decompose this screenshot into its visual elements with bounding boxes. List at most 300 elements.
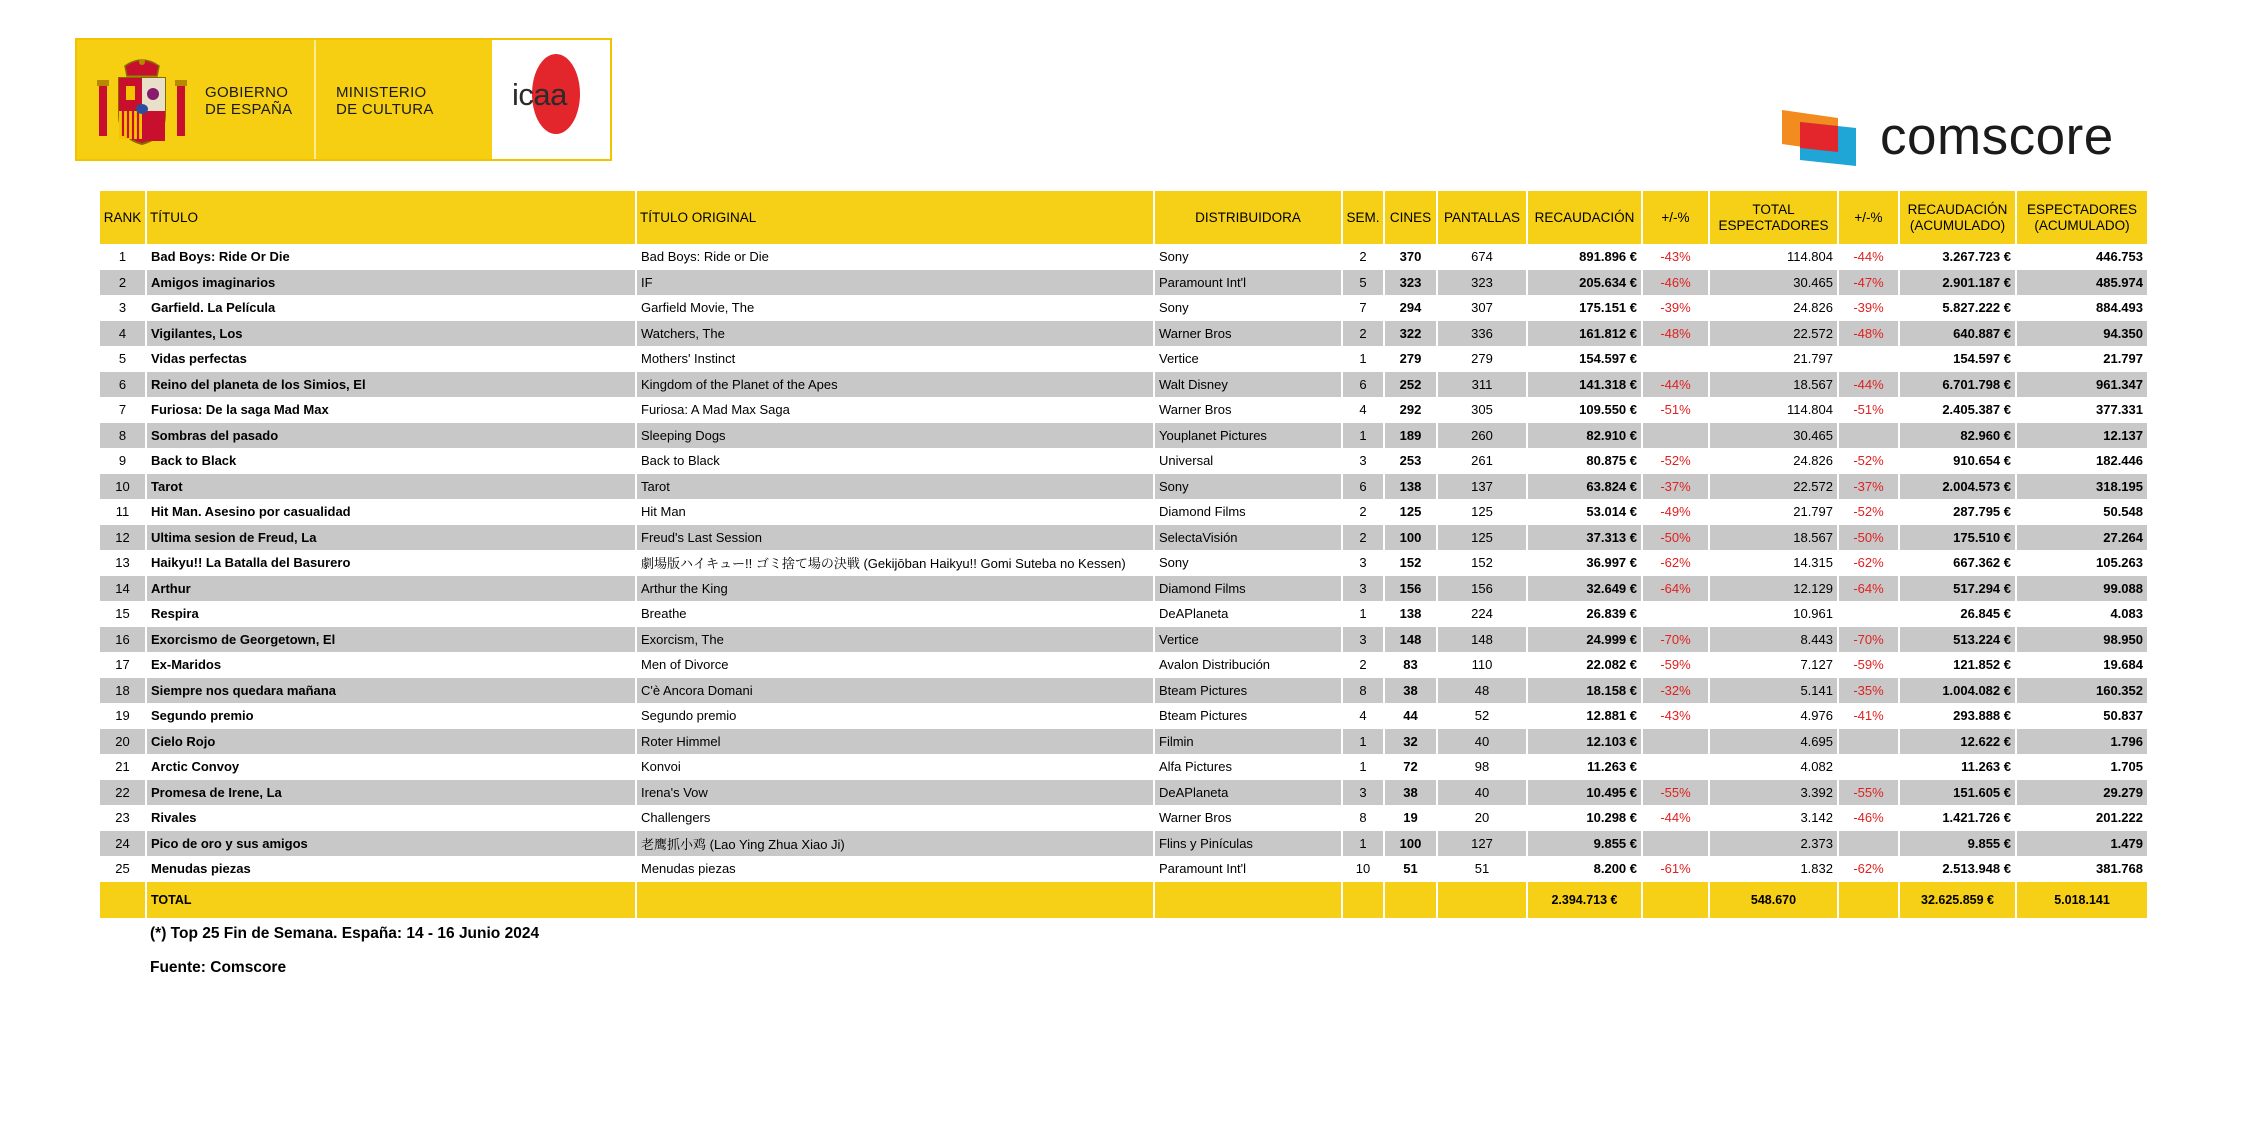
ministerio-label: MINISTERIO DE CULTURA [336, 84, 434, 118]
recaudacion-cell: 9.855 € [1527, 831, 1642, 857]
col-header-titulo-original: TÍTULO ORIGINAL [636, 191, 1154, 244]
distribuidora-cell: Sony [1154, 474, 1342, 500]
pantallas-cell: 127 [1437, 831, 1527, 857]
pantallas-cell: 125 [1437, 499, 1527, 525]
titulo-cell: Exorcismo de Georgetown, El [146, 627, 636, 653]
titulo-cell: Menudas piezas [146, 856, 636, 882]
distribuidora-cell: Sony [1154, 295, 1342, 321]
total-espectadores-cell: 8.443 [1709, 627, 1838, 653]
cines-cell: 138 [1384, 474, 1437, 500]
titulo-original-cell: Garfield Movie, The [636, 295, 1154, 321]
variacion-espectadores-cell [1838, 423, 1899, 449]
total-recaudacion: 2.394.713 € [1527, 882, 1642, 918]
total-espectadores-cell: 114.804 [1709, 244, 1838, 270]
variacion-recaudacion-cell: -48% [1642, 321, 1709, 347]
table-row [100, 652, 2148, 678]
recaudacion-acumulado-cell: 2.901.187 € [1899, 270, 2016, 296]
titulo-original-cell: Watchers, The [636, 321, 1154, 347]
col-header-distribuidora: DISTRIBUIDORA [1154, 191, 1342, 244]
recaudacion-cell: 161.812 € [1527, 321, 1642, 347]
titulo-original-cell: Breathe [636, 601, 1154, 627]
titulo-original-cell: IF [636, 270, 1154, 296]
variacion-espectadores-cell: -70% [1838, 627, 1899, 653]
variacion-recaudacion-cell: -59% [1642, 652, 1709, 678]
titulo-original-cell: Challengers [636, 805, 1154, 831]
total-espectadores-cell: 24.826 [1709, 448, 1838, 474]
semana-cell: 6 [1342, 372, 1384, 398]
cines-cell: 44 [1384, 703, 1437, 729]
semana-cell: 5 [1342, 270, 1384, 296]
total-espectadores-cell: 4.695 [1709, 729, 1838, 755]
rank-cell: 7 [100, 397, 146, 423]
espectadores-acumulado-cell: 318.195 [2016, 474, 2148, 500]
distribuidora-cell: DeAPlaneta [1154, 601, 1342, 627]
titulo-cell: Ultima sesion de Freud, La [146, 525, 636, 551]
titulo-cell: Arthur [146, 576, 636, 602]
titulo-original-cell: Back to Black [636, 448, 1154, 474]
recaudacion-acumulado-cell: 121.852 € [1899, 652, 2016, 678]
rank-cell: 19 [100, 703, 146, 729]
col-header-total-espectadores: TOTAL ESPECTADORES [1709, 191, 1838, 244]
recaudacion-cell: 24.999 € [1527, 627, 1642, 653]
total-espectadores-cell: 1.832 [1709, 856, 1838, 882]
distribuidora-cell: Walt Disney [1154, 372, 1342, 398]
distribuidora-cell: Bteam Pictures [1154, 703, 1342, 729]
variacion-espectadores-cell [1838, 754, 1899, 780]
col-header-var2: +/-% [1838, 191, 1899, 244]
titulo-original-cell: Arthur the King [636, 576, 1154, 602]
total-blank [1642, 882, 1709, 918]
titulo-original-cell: Furiosa: A Mad Max Saga [636, 397, 1154, 423]
total-blank [100, 882, 146, 918]
cines-cell: 83 [1384, 652, 1437, 678]
recaudacion-cell: 109.550 € [1527, 397, 1642, 423]
recaudacion-acumulado-cell: 293.888 € [1899, 703, 2016, 729]
distribuidora-cell: SelectaVisión [1154, 525, 1342, 551]
titulo-original-cell: Menudas piezas [636, 856, 1154, 882]
variacion-recaudacion-cell: -46% [1642, 270, 1709, 296]
total-blank [1437, 882, 1527, 918]
col-header-titulo: TÍTULO [146, 191, 636, 244]
variacion-espectadores-cell: -46% [1838, 805, 1899, 831]
variacion-recaudacion-cell: -70% [1642, 627, 1709, 653]
table-row [100, 397, 2148, 423]
pantallas-cell: 156 [1437, 576, 1527, 602]
titulo-original-cell: Men of Divorce [636, 652, 1154, 678]
espectadores-acumulado-cell: 29.279 [2016, 780, 2148, 806]
table-row [100, 372, 2148, 398]
titulo-cell: Promesa de Irene, La [146, 780, 636, 806]
titulo-cell: Cielo Rojo [146, 729, 636, 755]
rank-cell: 17 [100, 652, 146, 678]
variacion-espectadores-cell: -44% [1838, 372, 1899, 398]
titulo-original-cell: Tarot [636, 474, 1154, 500]
total-espectadores-cell: 21.797 [1709, 346, 1838, 372]
rank-cell: 18 [100, 678, 146, 704]
semana-cell: 6 [1342, 474, 1384, 500]
cines-cell: 72 [1384, 754, 1437, 780]
total-espectadores-cell: 22.572 [1709, 321, 1838, 347]
recaudacion-acumulado-cell: 11.263 € [1899, 754, 2016, 780]
variacion-recaudacion-cell [1642, 601, 1709, 627]
total-espectadores-cell: 30.465 [1709, 423, 1838, 449]
rank-cell: 25 [100, 856, 146, 882]
pantallas-cell: 674 [1437, 244, 1527, 270]
distribuidora-cell: Universal [1154, 448, 1342, 474]
titulo-original-cell: Segundo premio [636, 703, 1154, 729]
gobierno-label: GOBIERNO DE ESPAÑA [205, 84, 293, 118]
cines-cell: 148 [1384, 627, 1437, 653]
rank-cell: 5 [100, 346, 146, 372]
cines-cell: 252 [1384, 372, 1437, 398]
cines-cell: 38 [1384, 678, 1437, 704]
semana-cell: 2 [1342, 499, 1384, 525]
distribuidora-cell: Sony [1154, 244, 1342, 270]
variacion-espectadores-cell: -44% [1838, 244, 1899, 270]
rank-cell: 22 [100, 780, 146, 806]
titulo-cell: Hit Man. Asesino por casualidad [146, 499, 636, 525]
total-blank [1342, 882, 1384, 918]
variacion-recaudacion-cell: -39% [1642, 295, 1709, 321]
recaudacion-cell: 26.839 € [1527, 601, 1642, 627]
pantallas-cell: 20 [1437, 805, 1527, 831]
recaudacion-cell: 18.158 € [1527, 678, 1642, 704]
total-espectadores-cell: 18.567 [1709, 372, 1838, 398]
total-espectadores-cell: 10.961 [1709, 601, 1838, 627]
variacion-recaudacion-cell [1642, 754, 1709, 780]
semana-cell: 4 [1342, 703, 1384, 729]
variacion-espectadores-cell: -52% [1838, 448, 1899, 474]
comscore-shape-icon [1780, 108, 1858, 168]
rank-cell: 11 [100, 499, 146, 525]
titulo-cell: Vigilantes, Los [146, 321, 636, 347]
rank-cell: 3 [100, 295, 146, 321]
rank-cell: 9 [100, 448, 146, 474]
titulo-original-cell: Sleeping Dogs [636, 423, 1154, 449]
rank-cell: 2 [100, 270, 146, 296]
table-row [100, 321, 2148, 347]
total-espectadores-cell: 24.826 [1709, 295, 1838, 321]
variacion-recaudacion-cell: -49% [1642, 499, 1709, 525]
espectadores-acumulado-cell: 381.768 [2016, 856, 2148, 882]
semana-cell: 2 [1342, 321, 1384, 347]
pantallas-cell: 305 [1437, 397, 1527, 423]
recaudacion-acumulado-cell: 26.845 € [1899, 601, 2016, 627]
total-label: TOTAL [146, 882, 636, 918]
recaudacion-cell: 154.597 € [1527, 346, 1642, 372]
variacion-espectadores-cell [1838, 601, 1899, 627]
semana-cell: 1 [1342, 423, 1384, 449]
variacion-recaudacion-cell: -32% [1642, 678, 1709, 704]
total-espectadores-cell: 4.976 [1709, 703, 1838, 729]
recaudacion-cell: 22.082 € [1527, 652, 1642, 678]
semana-cell: 1 [1342, 754, 1384, 780]
recaudacion-cell: 891.896 € [1527, 244, 1642, 270]
cines-cell: 38 [1384, 780, 1437, 806]
espectadores-acumulado-cell: 12.137 [2016, 423, 2148, 449]
distribuidora-cell: Warner Bros [1154, 805, 1342, 831]
recaudacion-acumulado-cell: 2.405.387 € [1899, 397, 2016, 423]
variacion-recaudacion-cell: -61% [1642, 856, 1709, 882]
pantallas-cell: 40 [1437, 780, 1527, 806]
titulo-original-cell: 老鹰抓小鸡 (Lao Ying Zhua Xiao Ji) [636, 831, 1154, 857]
pantallas-cell: 137 [1437, 474, 1527, 500]
cines-cell: 19 [1384, 805, 1437, 831]
col-header-recaudacion: RECAUDACIÓN [1527, 191, 1642, 244]
titulo-cell: Segundo premio [146, 703, 636, 729]
titulo-original-cell: Mothers' Instinct [636, 346, 1154, 372]
semana-cell: 1 [1342, 729, 1384, 755]
total-espectadores-cell: 14.315 [1709, 550, 1838, 576]
pantallas-cell: 311 [1437, 372, 1527, 398]
recaudacion-cell: 80.875 € [1527, 448, 1642, 474]
cines-cell: 322 [1384, 321, 1437, 347]
titulo-original-cell: Exorcism, The [636, 627, 1154, 653]
source-note: Fuente: Comscore [150, 959, 287, 976]
espectadores-acumulado-cell: 21.797 [2016, 346, 2148, 372]
cines-cell: 138 [1384, 601, 1437, 627]
variacion-recaudacion-cell: -43% [1642, 244, 1709, 270]
table-row [100, 525, 2148, 551]
semana-cell: 8 [1342, 678, 1384, 704]
titulo-original-cell: 劇場版ハイキュー!! ゴミ捨て場の決戦 (Gekijōban Haikyu!! Gomi Suteba no Kessen) [636, 550, 1154, 576]
titulo-cell: Haikyu!! La Batalla del Basurero [146, 550, 636, 576]
table-row [100, 270, 2148, 296]
pantallas-cell: 52 [1437, 703, 1527, 729]
cines-cell: 152 [1384, 550, 1437, 576]
titulo-cell: Furiosa: De la saga Mad Max [146, 397, 636, 423]
distribuidora-cell: Paramount Int'l [1154, 270, 1342, 296]
espectadores-acumulado-cell: 1.796 [2016, 729, 2148, 755]
distribuidora-cell: Warner Bros [1154, 321, 1342, 347]
espectadores-acumulado-cell: 99.088 [2016, 576, 2148, 602]
titulo-original-cell: Hit Man [636, 499, 1154, 525]
titulo-cell: Vidas perfectas [146, 346, 636, 372]
semana-cell: 1 [1342, 346, 1384, 372]
table-row [100, 576, 2148, 602]
recaudacion-acumulado-cell: 3.267.723 € [1899, 244, 2016, 270]
recaudacion-cell: 8.200 € [1527, 856, 1642, 882]
pantallas-cell: 110 [1437, 652, 1527, 678]
table-row [100, 831, 2148, 857]
table-row [100, 678, 2148, 704]
espectadores-acumulado-cell: 1.479 [2016, 831, 2148, 857]
pantallas-cell: 98 [1437, 754, 1527, 780]
variacion-recaudacion-cell [1642, 423, 1709, 449]
pantallas-cell: 336 [1437, 321, 1527, 347]
semana-cell: 3 [1342, 448, 1384, 474]
distribuidora-cell: Sony [1154, 550, 1342, 576]
espectadores-acumulado-cell: 105.263 [2016, 550, 2148, 576]
rank-cell: 24 [100, 831, 146, 857]
distribuidora-cell: Vertice [1154, 346, 1342, 372]
cines-cell: 370 [1384, 244, 1437, 270]
col-header-pantallas: PANTALLAS [1437, 191, 1527, 244]
table-row [100, 499, 2148, 525]
rank-cell: 15 [100, 601, 146, 627]
titulo-cell: Reino del planeta de los Simios, El [146, 372, 636, 398]
recaudacion-acumulado-cell: 2.004.573 € [1899, 474, 2016, 500]
variacion-recaudacion-cell: -55% [1642, 780, 1709, 806]
pantallas-cell: 224 [1437, 601, 1527, 627]
distribuidora-cell: Filmin [1154, 729, 1342, 755]
titulo-cell: Rivales [146, 805, 636, 831]
espectadores-acumulado-cell: 446.753 [2016, 244, 2148, 270]
distribuidora-cell: Warner Bros [1154, 397, 1342, 423]
titulo-cell: Garfield. La Película [146, 295, 636, 321]
semana-cell: 3 [1342, 780, 1384, 806]
total-espectadores-cell: 2.373 [1709, 831, 1838, 857]
cines-cell: 189 [1384, 423, 1437, 449]
icaa-logo: icaa [492, 40, 610, 159]
total-espectadores-cell: 30.465 [1709, 270, 1838, 296]
rank-cell: 4 [100, 321, 146, 347]
distribuidora-cell: Paramount Int'l [1154, 856, 1342, 882]
espectadores-acumulado-cell: 4.083 [2016, 601, 2148, 627]
pantallas-cell: 307 [1437, 295, 1527, 321]
total-espectadores: 548.670 [1709, 882, 1838, 918]
titulo-original-cell: Konvoi [636, 754, 1154, 780]
titulo-cell: Arctic Convoy [146, 754, 636, 780]
semana-cell: 3 [1342, 627, 1384, 653]
total-espectadores-cell: 22.572 [1709, 474, 1838, 500]
total-espectadores-cell: 3.392 [1709, 780, 1838, 806]
cines-cell: 125 [1384, 499, 1437, 525]
variacion-espectadores-cell: -35% [1838, 678, 1899, 704]
variacion-recaudacion-cell: -50% [1642, 525, 1709, 551]
variacion-recaudacion-cell: -44% [1642, 372, 1709, 398]
variacion-recaudacion-cell: -51% [1642, 397, 1709, 423]
cines-cell: 253 [1384, 448, 1437, 474]
distribuidora-cell: Youplanet Pictures [1154, 423, 1342, 449]
table-row [100, 627, 2148, 653]
semana-cell: 1 [1342, 601, 1384, 627]
total-blank [1154, 882, 1342, 918]
col-header-cines: CINES [1384, 191, 1437, 244]
semana-cell: 3 [1342, 550, 1384, 576]
rank-cell: 1 [100, 244, 146, 270]
spain-coat-of-arms-icon [95, 54, 189, 148]
cines-cell: 51 [1384, 856, 1437, 882]
titulo-cell: Siempre nos quedara mañana [146, 678, 636, 704]
table-row [100, 754, 2148, 780]
cines-cell: 279 [1384, 346, 1437, 372]
espectadores-acumulado-cell: 884.493 [2016, 295, 2148, 321]
col-header-rank: RANK [100, 191, 146, 244]
table-row [100, 703, 2148, 729]
distribuidora-cell: Flins y Pinículas [1154, 831, 1342, 857]
pantallas-cell: 40 [1437, 729, 1527, 755]
recaudacion-acumulado-cell: 1.004.082 € [1899, 678, 2016, 704]
total-blank [1838, 882, 1899, 918]
distribuidora-cell: Diamond Films [1154, 499, 1342, 525]
variacion-recaudacion-cell [1642, 831, 1709, 857]
espectadores-acumulado-cell: 160.352 [2016, 678, 2148, 704]
variacion-recaudacion-cell: -37% [1642, 474, 1709, 500]
comscore-logo: comscore [1780, 108, 2170, 168]
variacion-espectadores-cell: -37% [1838, 474, 1899, 500]
recaudacion-acumulado-cell: 513.224 € [1899, 627, 2016, 653]
rank-cell: 16 [100, 627, 146, 653]
variacion-espectadores-cell: -41% [1838, 703, 1899, 729]
table-row [100, 780, 2148, 806]
recaudacion-cell: 12.103 € [1527, 729, 1642, 755]
variacion-espectadores-cell: -50% [1838, 525, 1899, 551]
table-row [100, 550, 2148, 576]
rank-cell: 23 [100, 805, 146, 831]
variacion-espectadores-cell: -51% [1838, 397, 1899, 423]
espectadores-acumulado-cell: 98.950 [2016, 627, 2148, 653]
table-row [100, 729, 2148, 755]
pantallas-cell: 152 [1437, 550, 1527, 576]
titulo-cell: Amigos imaginarios [146, 270, 636, 296]
semana-cell: 2 [1342, 525, 1384, 551]
cines-cell: 323 [1384, 270, 1437, 296]
total-espectadores-acumulado: 5.018.141 [2016, 882, 2148, 918]
distribuidora-cell: Bteam Pictures [1154, 678, 1342, 704]
col-header-sem: SEM. [1342, 191, 1384, 244]
table-row [100, 244, 2148, 270]
cines-cell: 156 [1384, 576, 1437, 602]
variacion-espectadores-cell: -52% [1838, 499, 1899, 525]
pantallas-cell: 261 [1437, 448, 1527, 474]
table-row [100, 474, 2148, 500]
table-row [100, 856, 2148, 882]
total-espectadores-cell: 4.082 [1709, 754, 1838, 780]
recaudacion-cell: 32.649 € [1527, 576, 1642, 602]
total-recaudacion-acumulado: 32.625.859 € [1899, 882, 2016, 918]
recaudacion-acumulado-cell: 1.421.726 € [1899, 805, 2016, 831]
recaudacion-cell: 205.634 € [1527, 270, 1642, 296]
recaudacion-acumulado-cell: 640.887 € [1899, 321, 2016, 347]
variacion-espectadores-cell: -47% [1838, 270, 1899, 296]
espectadores-acumulado-cell: 27.264 [2016, 525, 2148, 551]
total-espectadores-cell: 18.567 [1709, 525, 1838, 551]
cines-cell: 100 [1384, 525, 1437, 551]
variacion-espectadores-cell: -55% [1838, 780, 1899, 806]
variacion-espectadores-cell: -62% [1838, 550, 1899, 576]
pantallas-cell: 48 [1437, 678, 1527, 704]
box-office-table [100, 191, 2149, 918]
titulo-cell: Tarot [146, 474, 636, 500]
total-espectadores-cell: 114.804 [1709, 397, 1838, 423]
semana-cell: 4 [1342, 397, 1384, 423]
cines-cell: 292 [1384, 397, 1437, 423]
total-espectadores-cell: 7.127 [1709, 652, 1838, 678]
total-espectadores-cell: 3.142 [1709, 805, 1838, 831]
titulo-original-cell: Freud's Last Session [636, 525, 1154, 551]
total-espectadores-cell: 5.141 [1709, 678, 1838, 704]
total-espectadores-cell: 12.129 [1709, 576, 1838, 602]
table-body [100, 244, 2148, 882]
recaudacion-cell: 11.263 € [1527, 754, 1642, 780]
variacion-espectadores-cell [1838, 831, 1899, 857]
recaudacion-cell: 37.313 € [1527, 525, 1642, 551]
espectadores-acumulado-cell: 961.347 [2016, 372, 2148, 398]
espectadores-acumulado-cell: 50.837 [2016, 703, 2148, 729]
recaudacion-acumulado-cell: 175.510 € [1899, 525, 2016, 551]
total-row [100, 882, 2148, 918]
espectadores-acumulado-cell: 377.331 [2016, 397, 2148, 423]
semana-cell: 1 [1342, 831, 1384, 857]
variacion-espectadores-cell [1838, 729, 1899, 755]
recaudacion-cell: 63.824 € [1527, 474, 1642, 500]
variacion-espectadores-cell [1838, 346, 1899, 372]
semana-cell: 3 [1342, 576, 1384, 602]
rank-cell: 12 [100, 525, 146, 551]
variacion-recaudacion-cell: -44% [1642, 805, 1709, 831]
pantallas-cell: 125 [1437, 525, 1527, 551]
